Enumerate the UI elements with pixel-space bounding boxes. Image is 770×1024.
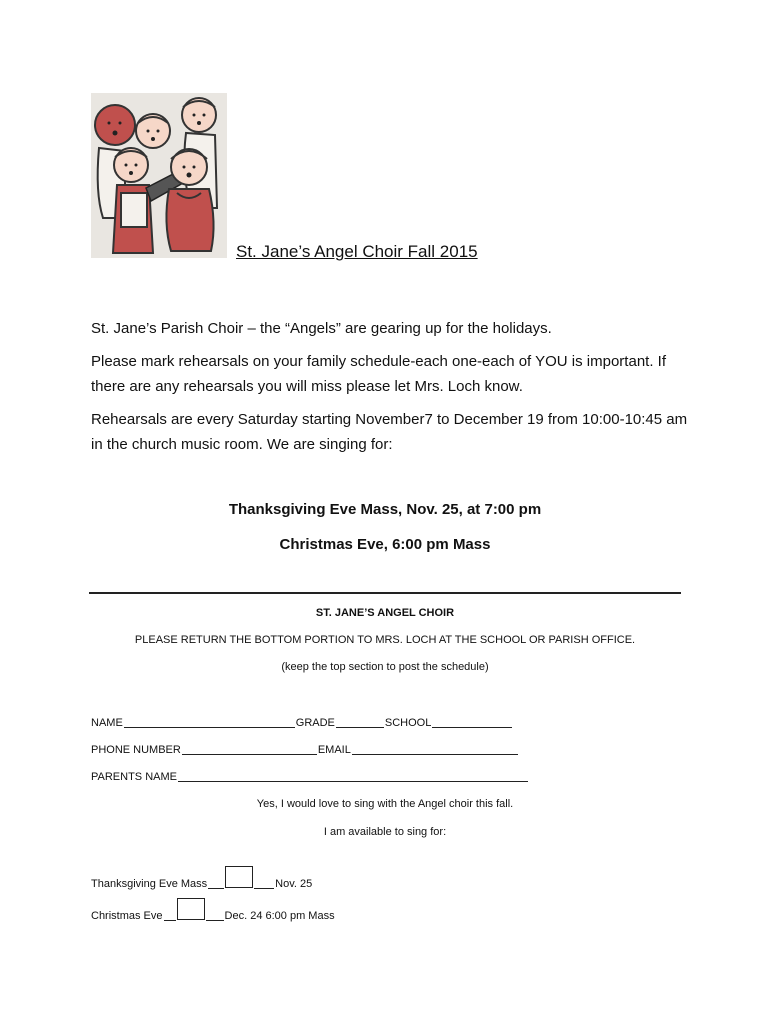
page-title: St. Jane’s Angel Choir Fall 2015 [236, 242, 478, 261]
school-field[interactable] [432, 716, 512, 728]
email-label: EMAIL [317, 744, 351, 756]
intro-paragraph: St. Jane’s Parish Choir – the “Angels” are gearing up for the holidays. [91, 320, 552, 337]
christmas-checkbox[interactable] [177, 898, 205, 920]
cut-divider [89, 592, 681, 594]
phone-field[interactable] [182, 743, 317, 755]
event-christmas: Christmas Eve, 6:00 pm Mass [279, 536, 491, 553]
yes-statement: Yes, I would love to sing with the Angel choir this fall. [256, 798, 514, 810]
choir-illustration [91, 93, 227, 258]
christmas-availability-row [91, 898, 335, 922]
thanksgiving-checkbox[interactable] [225, 866, 253, 888]
return-instructions: PLEASE RETURN THE BOTTOM PORTION TO MRS. LOCH AT THE SCHOOL OR PARISH OFFICE. [134, 634, 636, 646]
form-heading: ST. JANE’S ANGEL CHOIR [315, 607, 455, 619]
keep-note: (keep the top section to post the schedule) [281, 661, 489, 673]
christmas-date: Dec. 24 6:00 pm Mass [224, 910, 335, 922]
availability-statement: I am available to sing for: [323, 826, 447, 838]
thanksgiving-blank-right [254, 877, 274, 889]
phone-label: PHONE NUMBER [91, 744, 181, 756]
name-label: NAME [91, 717, 123, 729]
parents-label: PARENTS NAME [91, 771, 177, 783]
phone-email-row [91, 743, 519, 756]
school-label: SCHOOL [384, 717, 432, 729]
event-thanksgiving: Thanksgiving Eve Mass, Nov. 25, at 7:00 pm [228, 501, 542, 518]
christmas-blank-right [206, 909, 224, 921]
name-grade-school-row [91, 716, 513, 729]
parents-field[interactable] [178, 770, 528, 782]
thanksgiving-date: Nov. 25 [275, 878, 313, 890]
grade-label: GRADE [295, 717, 335, 729]
rehearsal-note-paragraph: Please mark rehearsals on your family schedule-each one-each of YOU is important. If there are any rehearsals you will miss please let Mrs. Loch know. [91, 353, 666, 395]
parents-row [91, 770, 529, 783]
grade-field[interactable] [336, 716, 384, 728]
email-field[interactable] [352, 743, 518, 755]
thanksgiving-availability-row [91, 866, 312, 890]
rehearsal-schedule-paragraph: Rehearsals are every Saturday starting November7 to December 19 from 10:00-10:45 am in the church music room. We are singing for: [91, 411, 688, 453]
christmas-label: Christmas Eve [91, 910, 163, 922]
thanksgiving-blank-left [208, 877, 224, 889]
christmas-blank-left [164, 909, 176, 921]
thanksgiving-label: Thanksgiving Eve Mass [91, 878, 208, 890]
name-field[interactable] [124, 716, 295, 728]
